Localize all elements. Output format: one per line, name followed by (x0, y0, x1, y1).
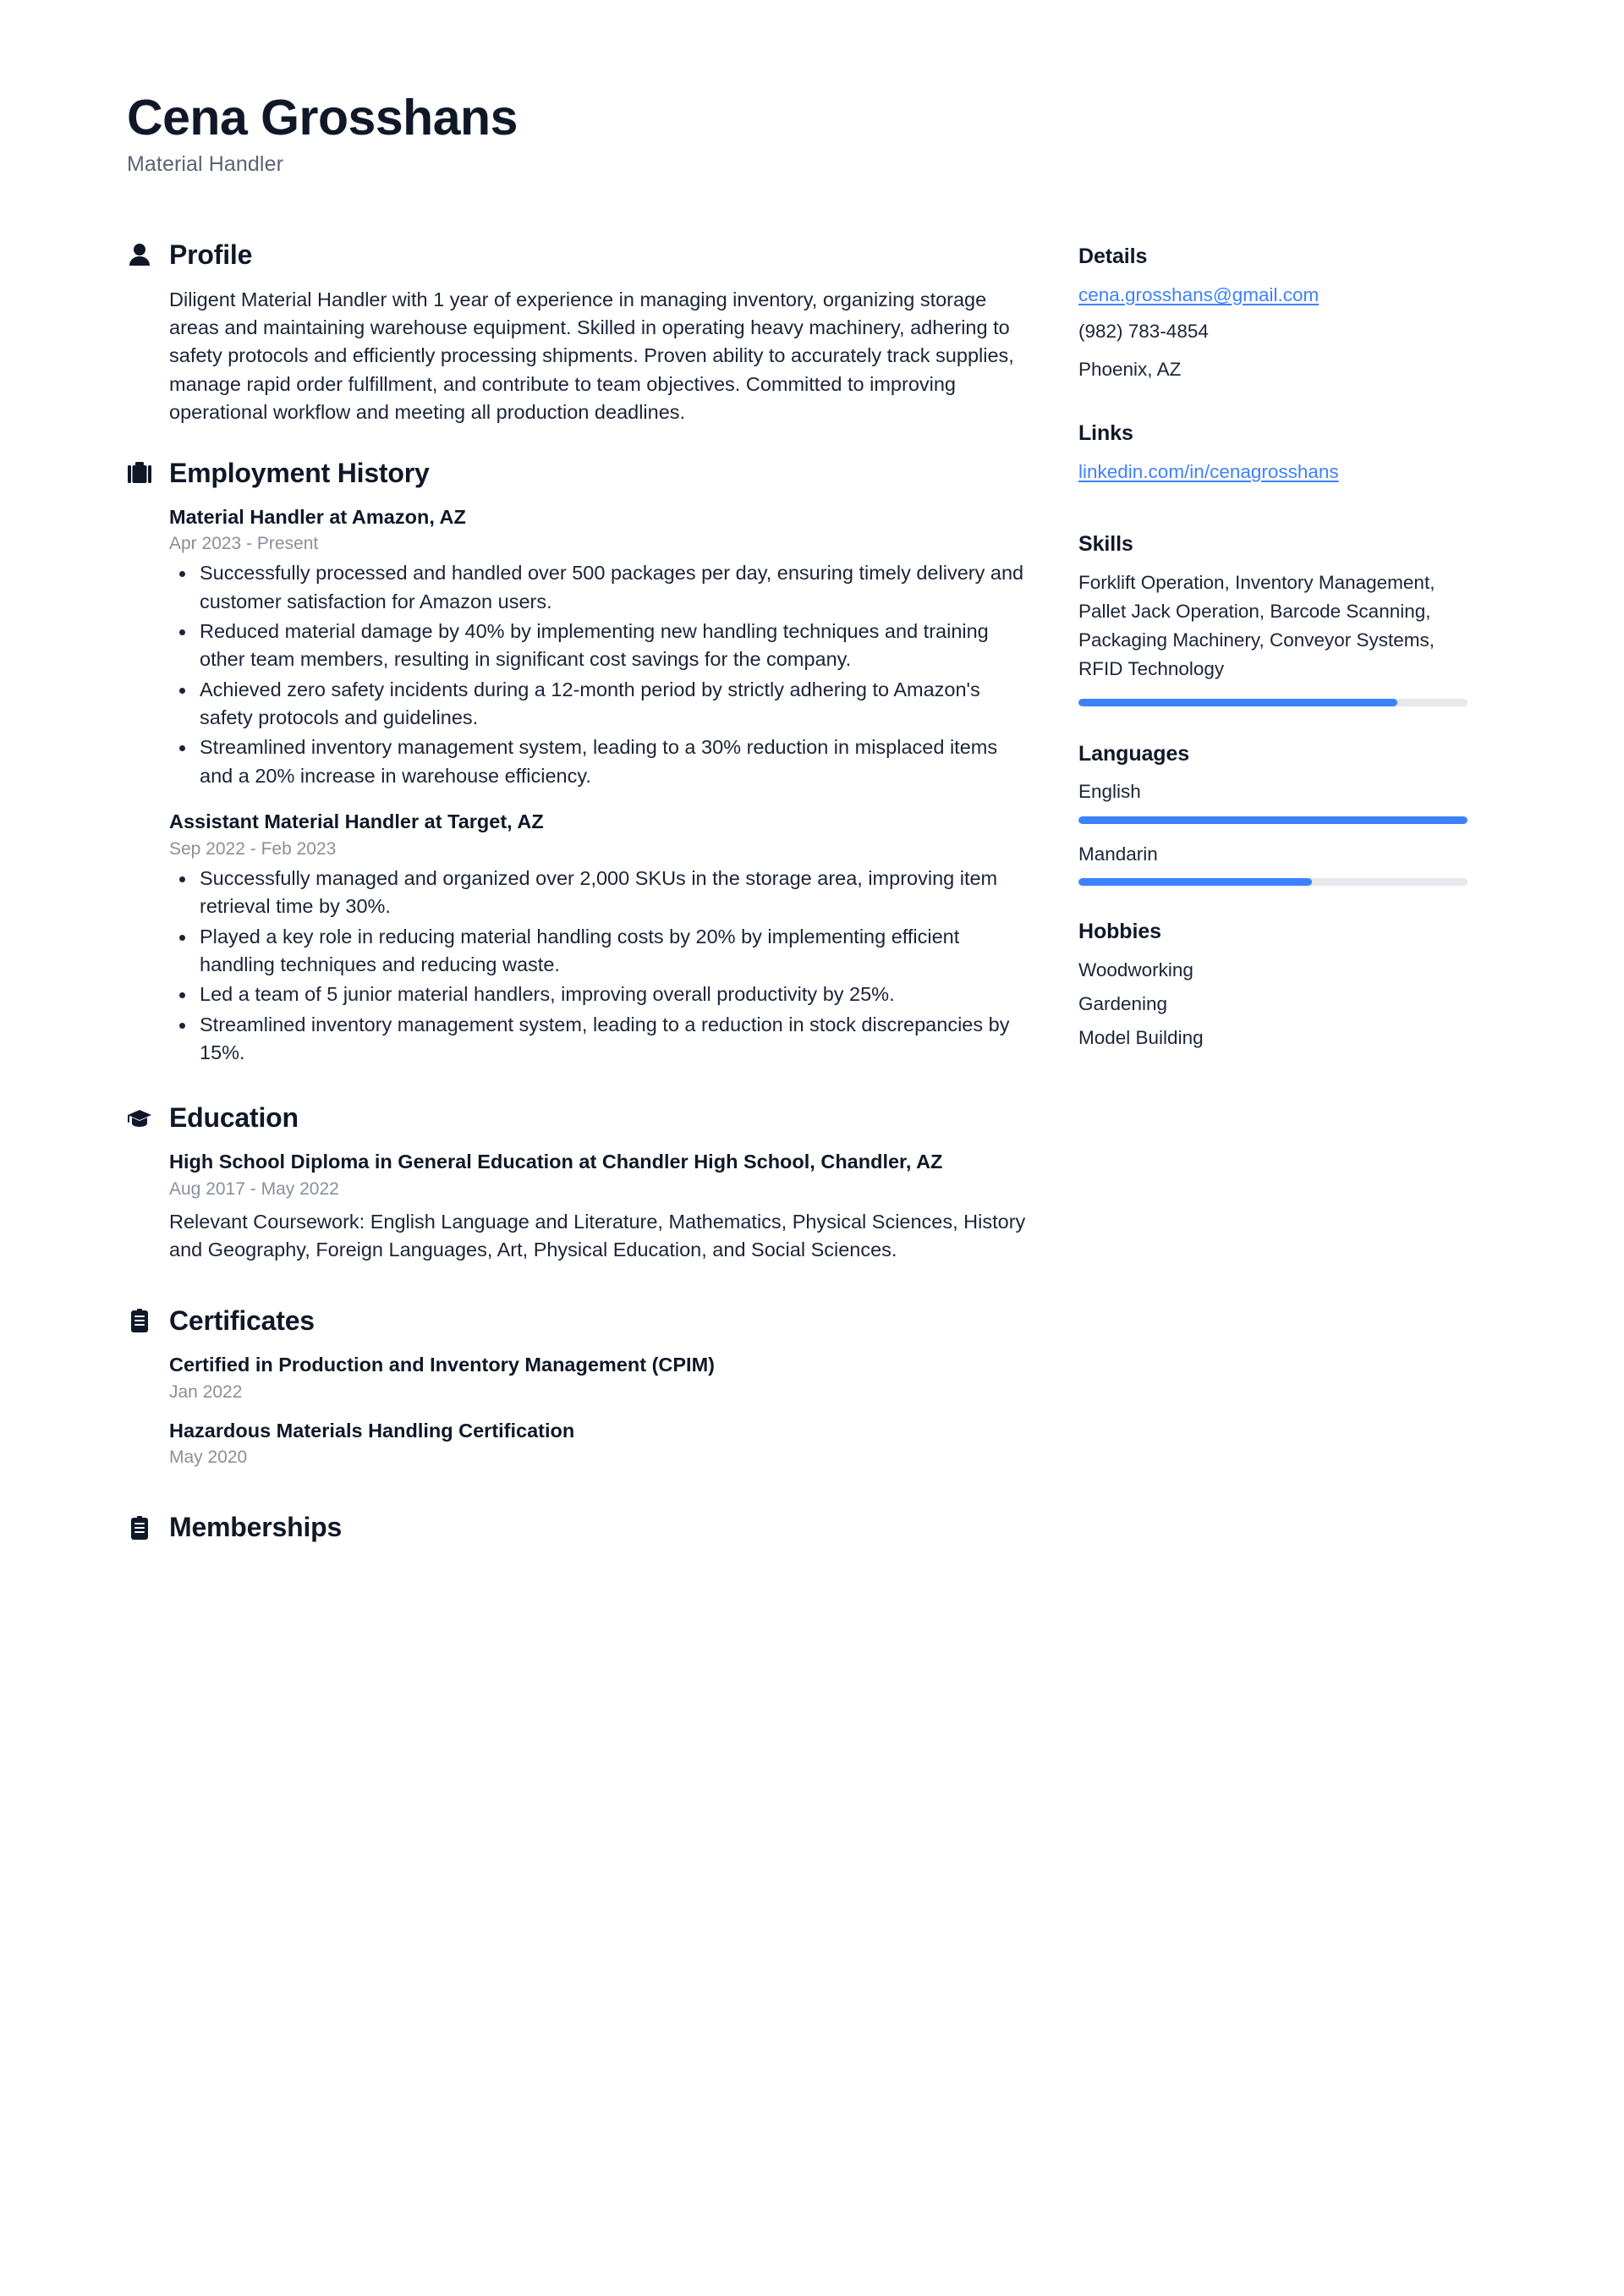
language-item (1078, 778, 1468, 824)
email-link[interactable]: cena.grosshans@gmail.com (1078, 283, 1320, 305)
bullet-item: Led a team of 5 junior material handlers, improving overall productivity by 25%. (169, 980, 1028, 1008)
section-certificates (127, 1305, 1028, 1468)
language-level-bar (1078, 816, 1468, 824)
certificate-entry (169, 1418, 1028, 1469)
sidebar-section-languages (1078, 742, 1468, 886)
bullet-item: Successfully processed and handled over 500 packages per day, ensuring timely delivery and customer satisfaction for Amazon users. (169, 559, 1028, 616)
resume-columns (127, 239, 1497, 1574)
section-profile (127, 239, 1028, 427)
education-entry-date: Aug 2017 - May 2022 (169, 1179, 339, 1200)
employment-entry-date: Apr 2023 - Present (169, 534, 319, 554)
skills-level-bar (1078, 699, 1468, 706)
sidebar-title-languages: Languages (1078, 742, 1190, 766)
section-header-profile (127, 239, 1028, 271)
location-text: Phoenix, AZ (1078, 358, 1182, 380)
candidate-job-title: Material Handler (127, 151, 284, 176)
section-body-education (127, 1149, 1028, 1264)
section-title-profile: Profile (169, 239, 253, 270)
employment-entry-bullets (169, 559, 1028, 790)
section-title-certificates: Certificates (169, 1305, 315, 1336)
section-memberships (127, 1512, 1028, 1543)
graduation-cap-icon (127, 1104, 152, 1133)
language-level-fill (1078, 878, 1312, 886)
bullet-item: Streamlined inventory management system, leading to a 30% reduction in misplaced items and a 20% increase in warehouse efficiency. (169, 733, 1028, 790)
clipboard-icon (127, 1513, 152, 1542)
section-header-employment (127, 458, 1028, 489)
section-header-certificates (127, 1305, 1028, 1337)
clipboard-icon (127, 1306, 152, 1335)
bullet-item: Achieved zero safety incidents during a 12-month period by strictly adhering to Amazon's safety protocols and guidelines. (169, 676, 1028, 733)
employment-entry-bullets (169, 865, 1028, 1068)
certificate-entry (169, 1352, 1028, 1403)
section-title-education: Education (169, 1102, 299, 1134)
hobby-item: Model Building (1078, 1027, 1204, 1049)
phone-number: (982) 783-4854 (1078, 321, 1209, 343)
section-employment (127, 458, 1028, 1068)
sidebar-section-hobbies (1078, 920, 1468, 1053)
profile-text: Diligent Material Handler with 1 year of experience in managing inventory, organizing storage areas and maintaining warehouse equipment. Skilled in operating heavy machinery, adhering to safety protocols and efficiently processing shipments. Proven ability to accurately track supplies, manage rapid order fulfillment, and contribute to team objectives. Committed to improving operational workflow and meeting all production deadlines. (169, 288, 1014, 424)
sidebar-section-details (1078, 244, 1468, 384)
sidebar-title-hobbies: Hobbies (1078, 920, 1161, 944)
language-name: Mandarin (1078, 843, 1158, 865)
language-level-bar (1078, 878, 1468, 886)
employment-entry-date: Sep 2022 - Feb 2023 (169, 838, 337, 859)
candidate-name: Cena Grosshans (127, 90, 518, 146)
sidebar-title-details: Details (1078, 244, 1148, 268)
hobby-item: Gardening (1078, 993, 1168, 1015)
employment-entry (169, 809, 1028, 1067)
bullet-item: Streamlined inventory management system, leading to a reduction in stock discrepancies by 15%. (169, 1011, 1028, 1068)
bullet-item: Reduced material damage by 40% by implementing new handling techniques and training other team members, resulting in significant cost savings for the company. (169, 618, 1028, 674)
employment-entry-title: Material Handler at Amazon, AZ (169, 505, 466, 528)
section-title-memberships: Memberships (169, 1512, 343, 1543)
section-title-employment: Employment History (169, 457, 430, 488)
linkedin-link[interactable]: linkedin.com/in/cenagrosshans (1078, 460, 1339, 482)
certificate-entry-title: Hazardous Materials Handling Certification (169, 1419, 575, 1442)
education-entry-description: Relevant Coursework: English Language and Literature, Mathematics, Physical Sciences, History and Geography, Foreign Languages, Art, Physical Education, and Social Sciences. (169, 1211, 1026, 1261)
language-level-fill (1078, 816, 1468, 824)
skills-text: Forklift Operation, Inventory Management, Pallet Jack Operation, Barcode Scanning, Packaging Machinery, Conveyor Systems, RFID Technology (1078, 571, 1435, 680)
certificate-entry-date: Jan 2022 (169, 1381, 243, 1402)
sidebar-title-links: Links (1078, 420, 1133, 445)
bullet-item: Successfully managed and organized over 2,000 SKUs in the storage area, improving item retrieval time by 30%. (169, 865, 1028, 921)
section-header-memberships (127, 1512, 1028, 1543)
language-name: English (1078, 781, 1141, 803)
employment-entry (169, 504, 1028, 791)
hobby-item: Woodworking (1078, 959, 1193, 981)
employment-entry-title: Assistant Material Handler at Target, AZ (169, 810, 544, 833)
education-entry (169, 1149, 1028, 1264)
briefcase-icon (127, 459, 152, 487)
person-icon (127, 240, 152, 269)
section-body-profile (127, 286, 1028, 427)
sidebar-title-skills: Skills (1078, 531, 1133, 556)
section-body-employment (127, 504, 1028, 1068)
certificate-entry-title: Certified in Production and Inventory Management (CPIM) (169, 1353, 715, 1376)
education-entry-title: High School Diploma in General Education at Chandler High School, Chandler, AZ (169, 1151, 943, 1173)
section-body-certificates (127, 1352, 1028, 1468)
section-education (127, 1102, 1028, 1264)
language-item (1078, 841, 1468, 887)
sidebar-section-skills (1078, 532, 1468, 707)
main-column (127, 239, 1028, 1574)
skills-level-fill (1078, 699, 1397, 706)
resume-header (127, 91, 1497, 177)
sidebar-column (1078, 239, 1468, 1080)
sidebar-section-links (1078, 421, 1468, 495)
certificate-entry-date: May 2020 (169, 1447, 248, 1468)
section-header-education (127, 1102, 1028, 1134)
bullet-item: Played a key role in reducing material handling costs by 20% by implementing efficient handling techniques and reducing waste. (169, 923, 1028, 980)
